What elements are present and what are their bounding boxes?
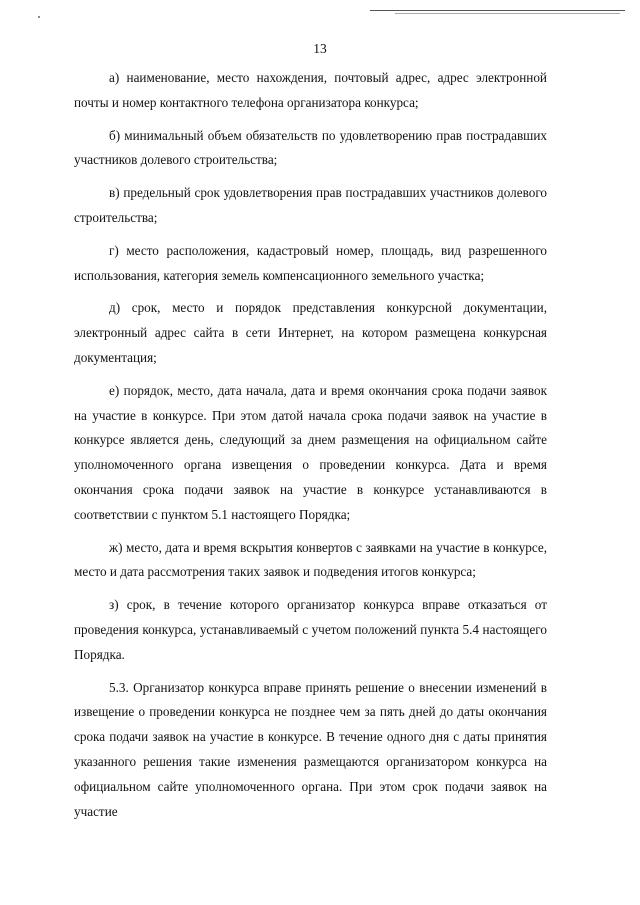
list-item-a: а) наименование, место нахождения, почтовый адрес, адрес электронной почты и номер контактного телефона организатора конкурса; bbox=[74, 70, 547, 110]
list-item-g: г) место расположения, кадастровый номер, площадь, вид разрешенного использования, категория земель компенсационного земельного участка; bbox=[74, 242, 547, 283]
document-body bbox=[74, 66, 547, 832]
page-number: 13 bbox=[313, 41, 327, 56]
list-item-e: е) порядок, место, дата начала, дата и время окончания срока подачи заявок на участие в конкурсе. При этом датой начала срока подачи заявок на участие в конкурсе является день, следующий за днем размещения на официальном сайте уполномоченного органа извещения о проведении конкурса. Дата и время окончания срока подачи заявок на участие в конкурсе устанавливаются в соответствии с пунктом 5.1 настоящего Порядка; bbox=[74, 382, 547, 522]
list-item-zh: ж) место, дата и время вскрытия конвертов с заявками на участие в конкурсе, место и дата рассмотрения таких заявок и подведения итогов конкурса; bbox=[74, 539, 547, 580]
scan-artifact-line bbox=[395, 13, 620, 14]
list-item-v: в) предельный срок удовлетворения прав пострадавших участников долевого строительства; bbox=[74, 185, 547, 225]
clause-5-3: 5.3. Организатор конкурса вправе принять решение о внесении изменений в извещение о проведении конкурса не позднее чем за пять дней до даты окончания срока подачи заявок на участие в конкурсе. В течение одного дня с даты принятия указанного решения такие изменения размещаются организатором конкурса на официальном сайте уполномоченного органа. При этом срок подачи заявок на участие bbox=[74, 679, 547, 819]
list-item-z: з) срок, в течение которого организатор конкурса вправе отказаться от проведения конкурса, устанавливаемый с учетом положений пункта 5.4 настоящего Порядка. bbox=[74, 597, 547, 662]
scan-artifact-dot bbox=[38, 16, 40, 18]
list-item-d: д) срок, место и порядок представления конкурсной документации, электронный адрес сайта в сети Интернет, на котором размещена конкурсная документация; bbox=[74, 300, 547, 365]
scan-artifact-line bbox=[370, 10, 625, 11]
list-item-b: б) минимальный объем обязательств по удовлетворению прав пострадавших участников долевого строительства; bbox=[74, 127, 547, 168]
